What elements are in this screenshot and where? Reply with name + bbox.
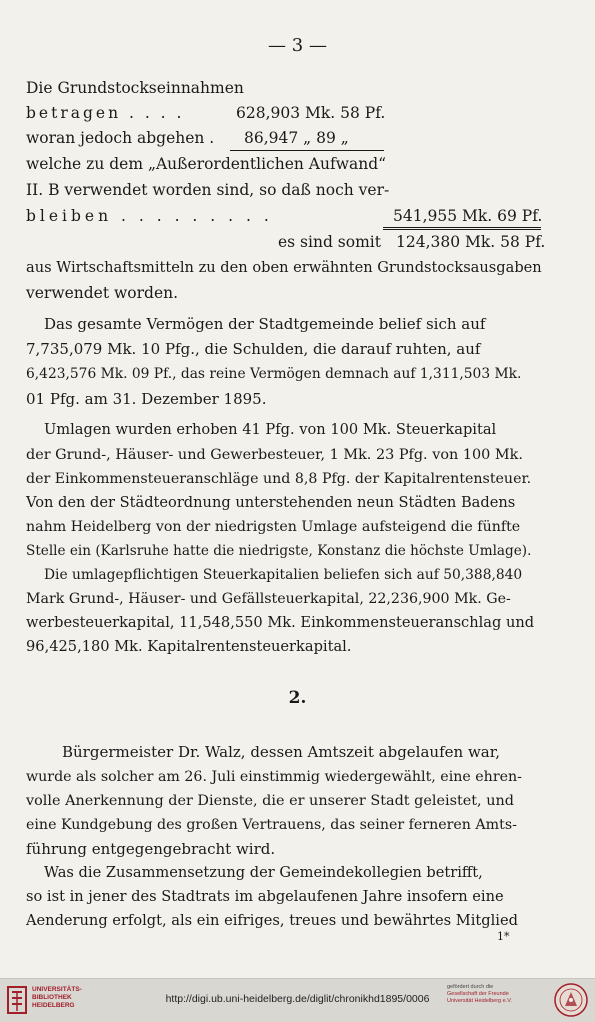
para3-line2: Mark Grund-, Häuser- und Gefällsteuerkapital, 22,236,900 Mk. Ge- [26,591,511,607]
account-row3-text: welche zu dem „Außerordentlichen Aufwand“ [26,155,387,173]
account-row1-label: betragen . . . . [26,104,185,122]
sponsor-line-2: Gesellschaft der Freunde [447,991,509,997]
para4-line1: Bürgermeister Dr. Walz, dessen Amtszeit abgelaufen war, [62,743,501,761]
para1-line1: Das gesamte Vermögen der Stadtgemeinde belief sich auf [44,315,486,333]
para2-line3: der Einkommensteueranschläge und 8,8 Pfg. der Kapitalrentensteuer. [26,471,532,487]
total-rule-1 [383,227,541,228]
para5-line2: so ist in jener des Stadtrats im abgelaufenen Jahre insofern eine [26,888,504,905]
page-number: — 3 — [268,35,327,56]
para4-line2: wurde als solcher am 26. Juli einstimmig wiedergewählt, eine ehren- [26,769,522,785]
para4-line3: volle Anerkennung der Dienste, die er unserer Stadt geleistet, und [26,793,514,809]
account-row5-label: bleiben . . . . . . . . . [26,207,273,225]
para1-line3: 6,423,576 Mk. 09 Pf., das reine Vermögen demnach auf 1,311,503 Mk. [26,366,522,382]
sponsor-line-1: gefördert durch die [447,984,494,990]
section-number: 2. [288,688,307,708]
para3-line4: 96,425,180 Mk. Kapitalrentensteuerkapital. [26,638,352,655]
logo-line-2: BIBLIOTHEK [32,994,72,1001]
para1-line4: 01 Pfg. am 31. Dezember 1895. [26,390,267,408]
account-heading: Die Grundstockseinnahmen [26,79,244,97]
para2-line6: Stelle ein (Karlsruhe hatte die niedrigste, Konstanz die höchste Umlage). [26,543,532,559]
para2-line4: Von den der Städteordnung unterstehenden neun Städten Badens [26,494,516,511]
account-row5-value: 541,955 Mk. 69 Pf. [393,207,543,225]
para5-line1: Was die Zusammensetzung der Gemeindekollegien betrifft, [44,864,483,881]
university-seal-icon [553,982,589,1018]
permalink-url[interactable]: http://digi.ub.uni-heidelberg.de/diglit/chronikhd1895/0006 [165,993,430,1005]
account-row6-label: es sind somit [278,233,381,251]
signature-mark: 1* [497,930,510,943]
para2-line1: Umlagen wurden erhoben 41 Pfg. von 100 Mk. Steuerkapital [44,421,497,438]
account-row8-text: verwendet worden. [26,284,179,302]
para2-line5: nahm Heidelberg von der niedrigsten Umlage aufsteigend die fünfte [26,519,521,535]
sponsor-line-3: Universität Heidelberg e.V. [447,998,512,1004]
account-row2-value: 86,947 „ 89 „ [244,129,349,147]
account-row4-text: II. B verwendet worden sind, so daß noch ver- [26,181,390,199]
para4-line5: führung entgegengebracht wird. [26,840,276,858]
account-row6-value: 124,380 Mk. 58 Pf. [396,233,546,251]
logo-line-1: UNIVERSITÄTS- [32,986,82,993]
para2-line2: der Grund-, Häuser- und Gewerbesteuer, 1 Mk. 23 Pfg. von 100 Mk. [26,447,523,463]
footer-bar [0,978,595,1022]
para1-line2: 7,735,079 Mk. 10 Pfg., die Schulden, die darauf ruhten, auf [26,340,481,358]
para3-line1: Die umlagepflichtigen Steuerkapitalien beliefen sich auf 50,388,840 [44,567,523,583]
logo-line-3: HEIDELBERG [32,1002,75,1009]
subtotal-rule [230,150,384,151]
para5-line3: Aenderung erfolgt, als ein eifriges, treues und bewährtes Mitglied [26,912,518,929]
para3-line3: werbesteuerkapital, 11,548,550 Mk. Einkommensteueranschlag und [26,614,535,631]
account-row2-label: woran jedoch abgehen . [26,129,215,147]
total-rule-2 [383,229,541,230]
sponsor-text [447,984,512,1005]
account-row7-text: aus Wirtschaftsmitteln zu den oben erwähnten Grundstocksausgaben [26,259,542,276]
account-row1-value: 628,903 Mk. 58 Pf. [236,104,386,122]
para4-line4: eine Kundgebung des großen Vertrauens, das seiner ferneren Amts- [26,817,517,833]
